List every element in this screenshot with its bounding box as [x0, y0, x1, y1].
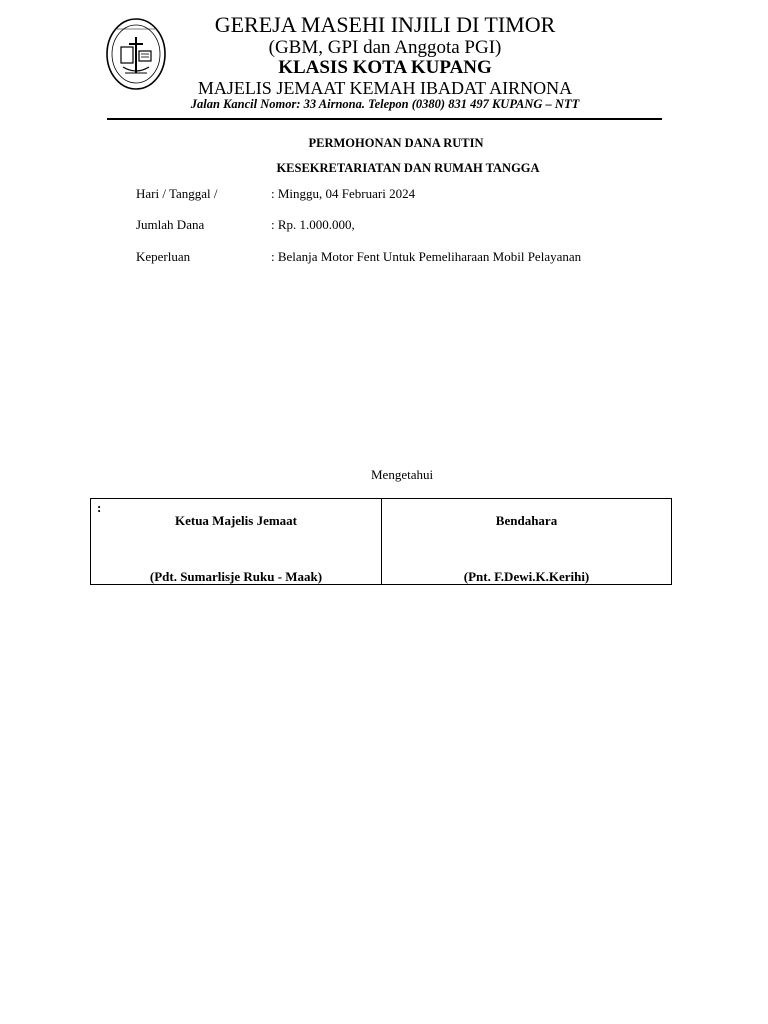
address: Jalan Kancil Nomor: 33 Airnona. Telepon (0380) 831 497 KUPANG – NTT: [190, 97, 580, 111]
field-value-purpose: : Belanja Motor Fent Untuk Pemeliharaan Mobil Pelayanan: [271, 249, 582, 264]
field-label-purpose: Keperluan: [136, 249, 191, 264]
signature-role-treasurer: Bendahara: [495, 513, 558, 528]
colon-mark: :: [97, 500, 102, 515]
signature-role-chair: Ketua Majelis Jemaat: [174, 513, 298, 528]
letterhead-divider: [107, 118, 662, 120]
field-label-date: Hari / Tanggal /: [136, 186, 218, 201]
document-title: PERMOHONAN DANA RUTIN: [308, 136, 484, 150]
signature-cell-treasurer: [382, 499, 671, 584]
signature-name-treasurer: (Pnt. F.Dewi.K.Kerihi): [463, 569, 590, 584]
field-value-amount: : Rp. 1.000.000,: [271, 217, 355, 232]
signature-table: [90, 498, 672, 585]
affiliation: (GBM, GPI dan Anggota PGI): [268, 37, 502, 58]
org-name: GEREJA MASEHI INJILI DI TIMOR: [214, 12, 556, 37]
field-label-amount: Jumlah Dana: [136, 217, 205, 232]
klasis: KLASIS KOTA KUPANG: [278, 57, 492, 78]
signature-cell-chair: [91, 499, 382, 584]
document-subtitle: KESEKRETARIATAN DAN RUMAH TANGGA: [276, 161, 540, 175]
signature-name-chair: (Pdt. Sumarlisje Ruku - Maak): [149, 569, 323, 584]
field-value-date: : Minggu, 04 Februari 2024: [271, 186, 416, 201]
acknowledged-label: Mengetahui: [371, 467, 434, 482]
majelis: MAJELIS JEMAAT KEMAH IBADAT AIRNONA: [197, 78, 573, 98]
